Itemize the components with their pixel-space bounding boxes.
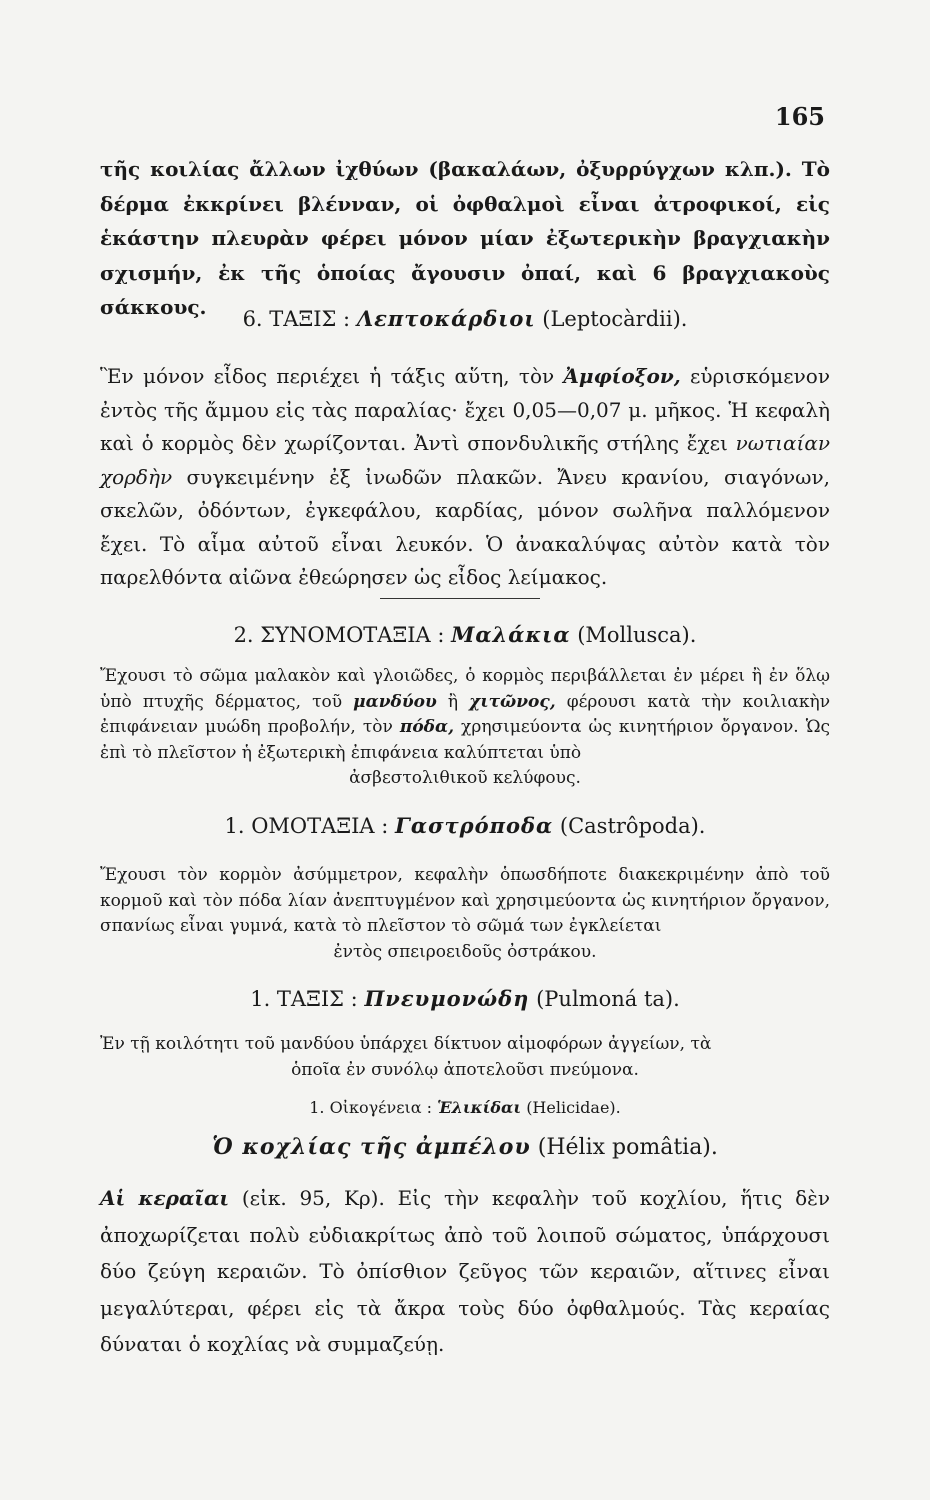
foot-term: πόδα, bbox=[399, 717, 454, 737]
antennae-term: Αἱ κεραῖαι bbox=[100, 1186, 230, 1210]
amphioxus-paragraph bbox=[100, 360, 830, 595]
mollusca-paragraph bbox=[100, 664, 830, 792]
phylum2-name: Μαλάκια bbox=[451, 622, 571, 647]
amphioxus-text-3: συγκειμένην ἐξ ἰνωδῶν πλακῶν. Ἄνευ κρανίου, σιαγόνων, σκελῶν, ὀδόντων, ἐγκεφάλου, καρδίας, μόνον σωλῆνα παλλόμενον ἔχει. Τὸ αἷμα αὐτοῦ εἶναι λευκόν. Ὁ ἀνακαλύψας αὐτὸν κατὰ τὸν παρελθόντα αἰῶνα ἐθεώρησεν ὡς εἶδος λείμακος. bbox=[100, 464, 831, 589]
class1-heading bbox=[100, 813, 830, 838]
species-latin: (Hélix pomâtia). bbox=[537, 1135, 718, 1160]
family-name: Ἑλικίδαι bbox=[437, 1098, 522, 1117]
gastropoda-body: Ἔχουσι τὸν κορμὸν ἀσύμμετρον, κεφαλὴν ὁπωσδήποτε διακεκριμένην ἀπὸ τοῦ κορμοῦ καὶ τὸν πόδα λίαν ἀνεπτυγμένον καὶ χρησιμεύοντα ὡς κινητήριον ὄργανον, σπανίως εἶναι γυμνά, κατὰ τὸ πλεῖστον τὸ σῶμά των ἐγκλείεται bbox=[100, 865, 830, 936]
class1-name: Γαστρόποδα bbox=[395, 813, 554, 838]
gastropoda-paragraph bbox=[100, 863, 830, 965]
phylum2-heading bbox=[100, 622, 830, 647]
mollusca-text-4: χρησιμεύοντα ὡς κινητήριον ὄργανον. Ὡς ἐπὶ τὸ πλεῖστον ἡ ἐξωτερικὴ ἐπιφάνεια καλύπτεται ὑπὸ bbox=[100, 717, 831, 763]
amphioxus-text-2: εὑρισκόμενον ἐντὸς τῆς ἄμμου εἰς τὰς παραλίας· ἔχει 0,05—0,07 μ. μῆκος. Ἡ κεφαλὴ καὶ ὁ κορμὸς δὲν χωρίζονται. Ἀντὶ σπονδυλικῆς στήλης ἔχει bbox=[100, 364, 830, 455]
mollusca-body bbox=[100, 664, 830, 766]
notochord-term: νωτιαίαν χορδὴν bbox=[100, 431, 830, 489]
helix-paragraph bbox=[100, 1180, 830, 1363]
family-heading bbox=[100, 1098, 830, 1117]
mollusca-last-line: ἀσβεστολιθικοῦ κελύφους. bbox=[349, 768, 581, 788]
mollusca-text-2: ἢ bbox=[447, 691, 459, 712]
intro-text: τῆς κοιλίας ἄλλων ἰχθύων (βακαλάων, ὀξυρρύγχων κλπ.). Τὸ δέρμα ἐκκρίνει βλένναν, οἱ ὀφθαλμοὶ εἶναι ἀτροφικοί, εἰς ἑκάστην πλευρὰν φέρει μόνον μίαν ἐξωτερικὴν βραγχιακὴν σχισμήν, ἐκ τῆς ὁποίας ἄγουσιν ὀπαί, καὶ 6 βραγχιακοὺς σάκκους. bbox=[100, 157, 830, 319]
family-prefix: 1. Οἰκογένεια : bbox=[309, 1098, 433, 1117]
order1-name: Πνευμονώδη bbox=[364, 986, 530, 1011]
chiton-term: χιτῶνος, bbox=[469, 691, 556, 712]
class1-latin: (Castrôpoda). bbox=[559, 814, 706, 838]
phylum2-prefix: 2. ΣΥΝΟΜΟΤΑΞΙΑ : bbox=[233, 623, 445, 647]
order1-prefix: 1. ΤΑΞΙΣ : bbox=[250, 987, 358, 1011]
pulmonata-last-line: ὁποῖα ἐν συνόλῳ ἀποτελοῦσι πνεύμονα. bbox=[291, 1059, 639, 1080]
section-divider bbox=[380, 598, 540, 599]
order6-latin: (Leptocàrdii). bbox=[542, 307, 688, 331]
species-name: Ὁ κοχλίας τῆς ἀμπέλου bbox=[212, 1134, 531, 1160]
mollusca-text-3: φέρουσι κατὰ τὴν κοιλιακὴν ἐπιφάνειαν μυώδη προβολήν, τὸν bbox=[100, 691, 831, 737]
pulmonata-body: Ἐν τῇ κοιλότητι τοῦ μανδύου ὑπάρχει δίκτυον αἱμοφόρων ἀγγείων, τὰ bbox=[100, 1034, 712, 1054]
phylum2-latin: (Mollusca). bbox=[577, 623, 697, 647]
order1-heading bbox=[100, 986, 830, 1011]
mantle-term: μανδύου bbox=[353, 691, 437, 712]
page-number: 165 bbox=[774, 102, 825, 131]
amphioxus-term: Ἀμφίοξον, bbox=[563, 364, 681, 388]
helix-text: (εἰκ. 95, Κρ). Εἰς τὴν κεφαλὴν τοῦ κοχλίου, ἥτις δὲν ἀποχωρίζεται πολὺ εὐδιακρίτως ἀπὸ τοῦ λοιποῦ σώματος, ὑπάρχουσι δύο ζεύγη κεραιῶν. Τὸ ὀπίσθιον ζεῦγος τῶν κεραιῶν, αἵτινες εἶναι μεγαλύτεραι, φέρει εἰς τὰ ἄκρα τοὺς δύο ὀφθαλμούς. Τὰς κεραίας δύναται ὁ κοχλίας νὰ συμμαζεύῃ. bbox=[100, 1186, 830, 1356]
order1-latin: (Pulmoná ta). bbox=[536, 987, 680, 1011]
class1-prefix: 1. ΟΜΟΤΑΞΙΑ : bbox=[224, 814, 389, 838]
pulmonata-paragraph bbox=[100, 1032, 830, 1083]
mollusca-text-1: Ἔχουσι τὸ σῶμα μαλακὸν καὶ γλοιῶδες, ὁ κορμὸς περιβάλλεται ἐν μέρει ἢ ἐν ὅλῳ ὑπὸ πτυχῆς δέρματος, τοῦ bbox=[100, 666, 830, 712]
intro-paragraph bbox=[100, 152, 830, 325]
order6-name: Λεπτοκάρδιοι bbox=[356, 306, 536, 331]
species-heading bbox=[100, 1134, 830, 1160]
order6-heading bbox=[100, 306, 830, 331]
amphioxus-text-1: Ἓν μόνον εἶδος περιέχει ἡ τάξις αὕτη, τὸν bbox=[100, 364, 555, 388]
order6-prefix: 6. ΤΑΞΙΣ : bbox=[242, 307, 351, 331]
family-latin: (Helicidae). bbox=[526, 1098, 621, 1117]
gastropoda-last-line: ἐντὸς σπειροειδοῦς ὀστράκου. bbox=[333, 941, 597, 962]
